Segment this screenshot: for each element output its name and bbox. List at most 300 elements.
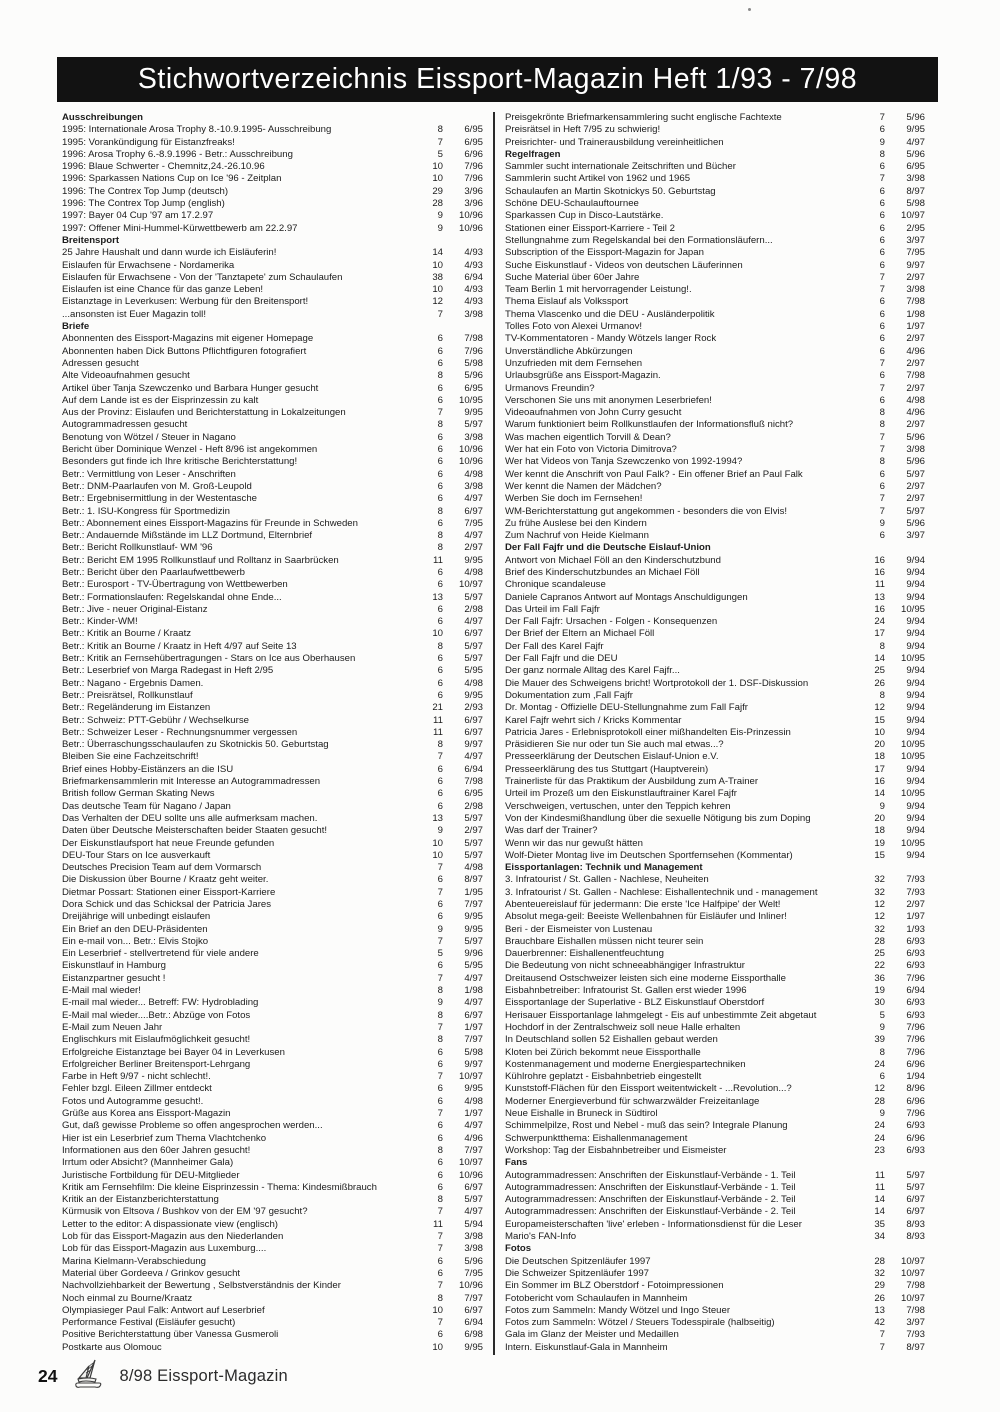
entry-issue-number: 6/93 — [906, 997, 925, 1009]
entry-issue-number: 3/98 — [464, 431, 483, 443]
entry-page-number: 6 — [437, 911, 443, 923]
entry-issue-number: 9/94 — [906, 800, 925, 812]
entry-page-number: 8 — [437, 370, 443, 382]
entry-title: Schimmelpilze, Rost und Nebel - muß das sein? Integrale Planung — [505, 1120, 788, 1132]
index-entry-row — [505, 1317, 925, 1329]
index-entry-row — [505, 1010, 925, 1022]
entry-issue-number: 7/96 — [906, 1046, 925, 1058]
entry-issue-number: 1/95 — [464, 886, 483, 898]
entry-issue-number: 6/94 — [464, 1317, 483, 1329]
entry-title: Betr.: Ergebnisermittlung in der Westentasche — [62, 493, 257, 505]
index-entry-row — [505, 874, 925, 886]
entry-issue-number: 6/95 — [464, 382, 483, 394]
entry-page-number: 5 — [437, 948, 443, 960]
entry-issue-number: 9/97 — [906, 259, 925, 271]
index-entry-row — [62, 210, 483, 222]
index-entry-row — [62, 358, 483, 370]
entry-issue-number: 6/93 — [906, 1009, 925, 1021]
entry-title: Beri - der Eismeister von Lustenau — [505, 923, 653, 935]
entry-issue-number: 5/97 — [906, 505, 925, 517]
entry-issue-number: 9/94 — [906, 763, 925, 775]
entry-page-number: 6 — [437, 493, 443, 505]
entry-title: Informationen aus den 60er Jahren gesucht! — [62, 1144, 251, 1156]
entry-title: Farbe in Heft 9/97 - nicht schlecht!. — [62, 1071, 211, 1083]
index-entry-row — [62, 985, 483, 997]
index-entry-row — [62, 223, 483, 235]
index-entry-row — [505, 1133, 925, 1145]
entry-title: Betr.: Vermittlung von Leser - Anschriften — [62, 468, 236, 480]
entry-title: Betr.: Schweizer Leser - Rechnungsnummer vergessen — [62, 726, 298, 738]
entry-page-number: 7 — [879, 431, 885, 443]
index-entry-row — [62, 456, 483, 468]
page-footer — [38, 1358, 288, 1394]
entry-page-number: 6 — [437, 1083, 443, 1095]
entry-issue-number: 1/93 — [906, 923, 925, 935]
index-entry-row — [505, 1120, 925, 1132]
entry-page-number: 9 — [437, 222, 443, 234]
entry-issue-number: 5/96 — [906, 456, 925, 468]
index-entry-row — [62, 776, 483, 788]
entry-issue-number: 3/96 — [464, 198, 483, 210]
entry-page-number: 12 — [874, 1083, 885, 1095]
entry-page-number: 10 — [432, 628, 443, 640]
index-entry-row — [62, 801, 483, 813]
entry-page-number: 15 — [874, 849, 885, 861]
index-entry-row — [62, 1268, 483, 1280]
entry-title: Irrtum oder Absicht? (Mannheimer Gala) — [62, 1157, 234, 1169]
index-entry-row — [505, 321, 925, 333]
entry-title: Urlaubsgrüße ans Eissport-Magazin. — [505, 370, 661, 382]
index-entry-row — [62, 173, 483, 185]
entry-title: Benotung von Wötzel / Steuer in Nagano — [62, 431, 236, 443]
entry-issue-number: 6/97 — [464, 1181, 483, 1193]
entry-title: Dietmar Possart: Stationen einer Eissport-Karriere — [62, 886, 276, 898]
entry-issue-number: 8/97 — [906, 1341, 925, 1353]
section-header: Ausschreibungen — [62, 112, 144, 123]
entry-issue-number: 6/97 — [464, 628, 483, 640]
entry-page-number: 11 — [875, 579, 885, 591]
entry-issue-number: 8/97 — [906, 185, 925, 197]
index-entry-row — [62, 149, 483, 161]
index-entry-row — [62, 530, 483, 542]
entry-title: Ein Sommer im BLZ Oberstdorf - Fotoimpressionen — [505, 1280, 724, 1292]
entry-issue-number: 5/97 — [464, 419, 483, 431]
entry-issue-number: 2/98 — [464, 603, 483, 615]
entry-title: Patricia Jares - Erlebnisprotokoll einer mißhandelten Eis-Prinzessin — [505, 726, 791, 738]
entry-issue-number: 6/95 — [464, 136, 483, 148]
index-entry-row — [505, 1256, 925, 1268]
entry-issue-number: 7/93 — [906, 1329, 925, 1341]
entry-page-number: 6 — [437, 788, 443, 800]
entry-page-number: 6 — [437, 776, 443, 788]
entry-issue-number: 4/97 — [464, 997, 483, 1009]
index-entry-row — [505, 124, 925, 136]
entry-page-number: 26 — [874, 677, 885, 689]
entry-title: Suche Eiskunstlauf - Videos von deutschen Läuferinnen — [505, 259, 743, 271]
entry-issue-number: 4/93 — [464, 247, 483, 259]
index-entry-row — [62, 284, 483, 296]
index-entry-row — [505, 751, 925, 763]
entry-title: Wer kennt die Anschrift von Paul Falk? - Ein offener Brief an Paul Falk — [505, 468, 803, 480]
index-entry-row — [505, 149, 925, 161]
index-entry-row — [505, 481, 925, 493]
entry-issue-number: 6/95 — [906, 161, 925, 173]
entry-issue-number: 7/98 — [464, 333, 483, 345]
entry-title: Betr.: Bericht EM 1995 Rollkunstlauf und Rolltanz in Saarbrücken — [62, 554, 339, 566]
entry-issue-number: 1/97 — [464, 1108, 483, 1120]
entry-title: Betr.: Kinder-WM! — [62, 616, 138, 628]
entry-issue-number: 6/96 — [906, 1132, 925, 1144]
entry-page-number: 8 — [437, 1292, 443, 1304]
index-entry-row — [505, 1096, 925, 1108]
entry-page-number: 6 — [879, 247, 885, 259]
entry-title: Europameisterschaften 'live' erleben - Informationsdienst für die Leser — [505, 1218, 802, 1230]
index-entry-row — [505, 604, 925, 616]
index-entry-row — [62, 1157, 483, 1169]
entry-issue-number: 10/95 — [900, 653, 925, 665]
entry-issue-number: 2/97 — [464, 825, 483, 837]
entry-page-number: 10 — [432, 259, 443, 271]
index-entry-row — [505, 997, 925, 1009]
entry-issue-number: 9/95 — [464, 911, 483, 923]
entry-title: Deutsches Precision Team auf dem Vormarsch — [62, 862, 262, 874]
entry-issue-number: 7/97 — [464, 1144, 483, 1156]
entry-issue-number: 5/98 — [906, 198, 925, 210]
entry-title: Werben Sie doch im Fernsehen! — [505, 493, 643, 505]
entry-page-number: 7 — [879, 1341, 885, 1353]
entry-page-number: 10 — [432, 849, 443, 861]
index-entry-row — [505, 899, 925, 911]
entry-title: Wolf-Dieter Montag live im Deutschen Sportfernsehen (Kommentar) — [505, 849, 793, 861]
entry-title: Urteil im Prozeß um den Eiskunstlauftrainer Karel Fajfr — [505, 788, 737, 800]
entry-title: Abenteuereislauf für jedermann: Die erste 'Ice Halfpipe' der Welt! — [505, 899, 781, 910]
entry-issue-number: 3/98 — [464, 1231, 483, 1243]
entry-issue-number: 4/98 — [464, 468, 483, 480]
entry-issue-number: 10/97 — [900, 1267, 925, 1279]
entry-page-number: 13 — [874, 1304, 885, 1316]
entry-page-number: 9 — [437, 210, 443, 222]
entry-page-number: 8 — [437, 542, 443, 554]
index-entry-row — [505, 628, 925, 640]
entry-title: Kürmusik von Eltsova / Bushkov von der EM '97 gesucht? — [62, 1206, 308, 1218]
entry-title: Betr.: Formationslaufen: Regelskandal ohne Ende... — [62, 591, 282, 603]
entry-title: E-Mail mal wieder! — [62, 985, 141, 997]
entry-page-number: 6 — [437, 431, 443, 443]
index-entry-row — [505, 186, 925, 198]
entry-title: Betr.: 1. ISU-Kongress für Sportmedizin — [62, 505, 230, 517]
index-entry-row — [62, 862, 483, 874]
entry-issue-number: 5/97 — [464, 812, 483, 824]
entry-page-number: 6 — [437, 616, 443, 628]
entry-page-number: 8 — [437, 124, 443, 136]
entry-title: Performance Festival (Eisläufer gesucht) — [62, 1317, 236, 1329]
entry-title: Ein Leserbrief - stellvertretend für viele andere — [62, 948, 259, 960]
entry-title: Die Diskussion über Bourne / Kraatz geht weiter. — [62, 874, 269, 886]
winged-skate-icon — [73, 1358, 107, 1395]
entry-title: 1995: Internationale Arosa Trophy 8.-10.9.1995- Ausschreibung — [62, 124, 332, 136]
index-entry-row — [62, 432, 483, 444]
index-entry-row — [62, 1047, 483, 1059]
index-entry-row — [505, 1083, 925, 1095]
entry-issue-number: 1/97 — [906, 321, 925, 333]
index-entry-row — [505, 444, 925, 456]
entry-issue-number: 7/96 — [464, 173, 483, 185]
entry-page-number: 7 — [879, 357, 885, 369]
entry-issue-number: 9/97 — [464, 739, 483, 751]
entry-title: In Deutschland sollen 52 Eishallen gebaut werden — [505, 1034, 718, 1046]
entry-page-number: 9 — [437, 825, 443, 837]
entry-issue-number: 2/95 — [906, 222, 925, 234]
entry-title: Suche Material über 60er Jahre — [505, 271, 640, 283]
entry-issue-number: 2/97 — [906, 271, 925, 283]
entry-page-number: 8 — [437, 1144, 443, 1156]
entry-page-number: 8 — [879, 456, 885, 468]
entry-issue-number: 3/97 — [906, 1317, 925, 1329]
index-entry-row — [62, 1305, 483, 1317]
section-header: Breitensport — [62, 234, 120, 246]
entry-issue-number: 6/93 — [906, 1144, 925, 1156]
index-entry-row — [62, 788, 483, 800]
entry-title: Der Brief der Eltern an Michael Föll — [505, 628, 655, 640]
entry-issue-number: 4/97 — [464, 530, 483, 542]
entry-issue-number: 3/97 — [906, 530, 925, 542]
entry-issue-number: 5/97 — [464, 653, 483, 665]
entry-page-number: 7 — [437, 1071, 443, 1083]
entry-page-number: 8 — [437, 985, 443, 997]
entry-issue-number: 4/97 — [464, 1120, 483, 1132]
entry-page-number: 14 — [874, 653, 885, 665]
index-entry-row — [62, 887, 483, 899]
entry-title: Von der Kindesmißhandlung über die sexuelle Nötigung bis zum Doping — [505, 812, 811, 824]
entry-issue-number: 6/93 — [906, 1120, 925, 1132]
entry-title: Postkarte aus Olomouc — [62, 1341, 162, 1353]
entry-issue-number: 10/96 — [458, 222, 483, 234]
entry-issue-number: 1/98 — [464, 985, 483, 997]
entry-page-number: 8 — [437, 1194, 443, 1206]
index-entry-row — [505, 383, 925, 395]
index-entry-row — [505, 235, 925, 247]
entry-title: DEU-Tour Stars on Ice ausverkauft — [62, 849, 211, 861]
entry-issue-number: 4/96 — [906, 345, 925, 357]
entry-page-number: 9 — [437, 923, 443, 935]
index-column-left — [62, 112, 483, 1354]
entry-page-number: 6 — [437, 1120, 443, 1132]
index-entry-row — [505, 469, 925, 481]
entry-issue-number: 8/97 — [464, 874, 483, 886]
entry-issue-number: 7/97 — [464, 1034, 483, 1046]
entry-issue-number: 6/93 — [906, 948, 925, 960]
index-entry-row — [62, 665, 483, 677]
entry-title: Autogrammadressen: Anschriften der Eiskunstlauf-Verbände - 2. Teil — [505, 1206, 796, 1218]
entry-page-number: 6 — [879, 161, 885, 173]
entry-issue-number: 6/94 — [906, 985, 925, 997]
index-entry-row — [62, 973, 483, 985]
entry-title: Nachvollziehbarkeit der Bewertung , Selbstverständnis der Kinder — [62, 1280, 341, 1292]
index-entry-row — [62, 1170, 483, 1182]
index-entry-row — [505, 1280, 925, 1292]
entry-title: Was darf der Trainer? — [505, 825, 598, 837]
entry-issue-number: 9/94 — [906, 726, 925, 738]
index-entry-row — [505, 948, 925, 960]
entry-page-number: 28 — [874, 1255, 885, 1267]
entry-title: Grüße aus Korea ans Eissport-Magazin — [62, 1108, 231, 1120]
entry-page-number: 7 — [879, 271, 885, 283]
entry-title: Erfolgreiche Eistanztage bei Bayer 04 in Leverkusen — [62, 1046, 285, 1058]
entry-page-number: 7 — [437, 886, 443, 898]
entry-issue-number: 4/98 — [906, 394, 925, 406]
entry-issue-number: 10/95 — [900, 751, 925, 763]
entry-page-number: 24 — [874, 1132, 885, 1144]
entry-page-number: 11 — [875, 1181, 885, 1193]
entry-title: Betr.: Überraschungsschaulaufen zu Skotnickis 50. Geburtstag — [62, 739, 329, 751]
entry-issue-number: 7/96 — [906, 1034, 925, 1046]
index-entry-row — [62, 604, 483, 616]
index-entry-row — [62, 1194, 483, 1206]
index-entry-row — [505, 973, 925, 985]
entry-title: Dreitausend Ostschweizer leisten sich eine moderne Eissporthalle — [505, 972, 787, 984]
entry-title: 25 Jahre Haushalt und dann wurde ich Eisläuferin! — [62, 247, 277, 259]
entry-issue-number: 2/97 — [906, 382, 925, 394]
index-entry-row — [505, 260, 925, 272]
entry-page-number: 32 — [874, 1267, 885, 1279]
entry-title: Brief eines Hobby-Eistänzers an die ISU — [62, 763, 234, 775]
entry-issue-number: 5/97 — [464, 1194, 483, 1206]
index-entry-row — [505, 1182, 925, 1194]
entry-title: Betr.: DNM-Paarlaufen von M. Groß-Leupold — [62, 480, 252, 492]
entry-page-number: 6 — [879, 198, 885, 210]
entry-title: Der Fall des Karel Fajfr — [505, 640, 604, 652]
entry-title: Workshop: Tag der Eisbahnbetreiber und Eismeister — [505, 1144, 727, 1156]
index-entry-row — [505, 137, 925, 149]
entry-page-number: 6 — [437, 653, 443, 665]
entry-page-number: 7 — [437, 308, 443, 320]
index-entry-row — [505, 210, 925, 222]
entry-page-number: 6 — [437, 1058, 443, 1070]
entry-issue-number: 7/96 — [906, 1108, 925, 1120]
entry-issue-number: 2/97 — [906, 333, 925, 345]
index-entry-row — [62, 161, 483, 173]
index-entry-row — [505, 1170, 925, 1182]
entry-issue-number: 9/94 — [906, 628, 925, 640]
entry-page-number: 6 — [879, 296, 885, 308]
entry-title: Brauchbare Eishallen müssen nicht teurer sein — [505, 935, 704, 947]
index-entry-row — [62, 850, 483, 862]
entry-page-number: 8 — [437, 1009, 443, 1021]
entry-page-number: 6 — [437, 874, 443, 886]
entry-page-number: 9 — [879, 1021, 885, 1033]
entry-title: Besonders gut finde ich Ihre kritische Berichterstattung! — [62, 456, 298, 468]
entry-issue-number: 9/96 — [464, 948, 483, 960]
entry-title: Der Fall Fajfr und die DEU — [505, 653, 618, 665]
entry-title: 1996: The Contrex Top Jump (english) — [62, 198, 225, 210]
entry-title: Ein e-mail von... Betr.: Elvis Stojko — [62, 935, 209, 947]
entry-title: Regelfragen — [505, 148, 561, 160]
entry-title: WM-Berichterstattung gut angekommen - besonders die von Elvis! — [505, 505, 788, 517]
index-entry-row — [505, 813, 925, 825]
index-entry-row — [505, 284, 925, 296]
entry-issue-number: 9/94 — [906, 776, 925, 788]
entry-issue-number: 7/96 — [464, 161, 483, 173]
entry-title: Englischkurs mit Eislaufmöglichkeit gesucht! — [62, 1034, 251, 1046]
entry-title: Der ganz normale Alltag des Karel Fajfr... — [505, 665, 680, 677]
entry-title: Betr.: Leserbrief von Marga Radegast in Heft 2/95 — [62, 665, 274, 677]
entry-issue-number: 9/95 — [464, 554, 483, 566]
entry-title: Urmanovs Freundin? — [505, 382, 595, 394]
entry-title: TV-Kommentatoren - Mandy Wötzels langer Rock — [505, 333, 717, 345]
entry-title: Eislaufen für Erwachsene - Von der 'Tanztapete' zum Schaulaufen — [62, 271, 343, 283]
entry-title: Presseerklärung der Deutschen Eislauf-Union e.V. — [505, 751, 719, 763]
index-entry-row — [505, 776, 925, 788]
entry-page-number: 18 — [874, 751, 885, 763]
entry-issue-number: 9/94 — [906, 616, 925, 628]
entry-title: Gut, daß gewisse Probleme so offen angesprochen werden... — [62, 1120, 323, 1132]
entry-title: 1996: The Contrex Top Jump (deutsch) — [62, 185, 229, 197]
entry-title: Briefmarkensammlerin mit Interesse an Autogrammadressen — [62, 776, 321, 788]
entry-page-number: 6 — [437, 345, 443, 357]
entry-title: Antwort von Michael Föll an den Kinderschutzbund — [505, 554, 721, 566]
entry-page-number: 13 — [874, 591, 885, 603]
index-entry-row — [62, 1096, 483, 1108]
index-entry-row — [505, 665, 925, 677]
entry-page-number: 7 — [879, 444, 885, 456]
index-entry-row — [62, 1317, 483, 1329]
entry-page-number: 6 — [437, 579, 443, 591]
scan-artifact-dot — [748, 8, 751, 11]
entry-page-number: 10 — [432, 1341, 443, 1353]
entry-issue-number: 8/93 — [906, 1231, 925, 1243]
entry-issue-number: 9/94 — [906, 591, 925, 603]
index-entry-row — [62, 899, 483, 911]
entry-title: Schwerpunktthema: Eishallenmanagement — [505, 1132, 688, 1144]
entry-page-number: 6 — [437, 677, 443, 689]
index-entry-row — [62, 444, 483, 456]
index-entry-row — [505, 506, 925, 518]
entry-issue-number: 4/97 — [464, 751, 483, 763]
index-entry-row — [62, 346, 483, 358]
entry-page-number: 25 — [874, 665, 885, 677]
entry-title: Die Bedeutung von nicht schneeabhängiger Infrastruktur — [505, 960, 745, 972]
entry-issue-number: 5/97 — [464, 935, 483, 947]
index-entry-row — [505, 555, 925, 567]
entry-issue-number: 5/98 — [464, 357, 483, 369]
entry-issue-number: 1/98 — [906, 308, 925, 320]
entry-page-number: 6 — [879, 333, 885, 345]
entry-issue-number: 6/94 — [464, 271, 483, 283]
entry-page-number: 6 — [437, 1255, 443, 1267]
index-entry-row — [505, 1206, 925, 1218]
title-banner — [57, 57, 938, 102]
entry-issue-number: 9/94 — [906, 640, 925, 652]
entry-page-number: 10 — [432, 284, 443, 296]
entry-title: 3. Infratourist / St. Gallen - Nachlese, Neuheiten — [505, 874, 709, 886]
section-header: Fans — [505, 1157, 528, 1169]
entry-issue-number: 9/97 — [464, 1058, 483, 1070]
entry-issue-number: 1/97 — [464, 1021, 483, 1033]
section-header-row — [505, 1157, 925, 1169]
index-entry-row — [62, 628, 483, 640]
entry-issue-number: 9/94 — [906, 554, 925, 566]
index-entry-row — [505, 924, 925, 936]
entry-page-number: 32 — [874, 874, 885, 886]
index-entry-row — [62, 481, 483, 493]
entry-title: Fotos zum Sammeln: Wötzel / Steuers Todesspirale (halbseitig) — [505, 1317, 775, 1329]
entry-page-number: 7 — [437, 407, 443, 419]
index-entry-row — [505, 985, 925, 997]
index-entry-row — [62, 1133, 483, 1145]
entry-page-number: 30 — [874, 997, 885, 1009]
entry-issue-number: 4/97 — [464, 616, 483, 628]
entry-issue-number: 4/98 — [464, 862, 483, 874]
